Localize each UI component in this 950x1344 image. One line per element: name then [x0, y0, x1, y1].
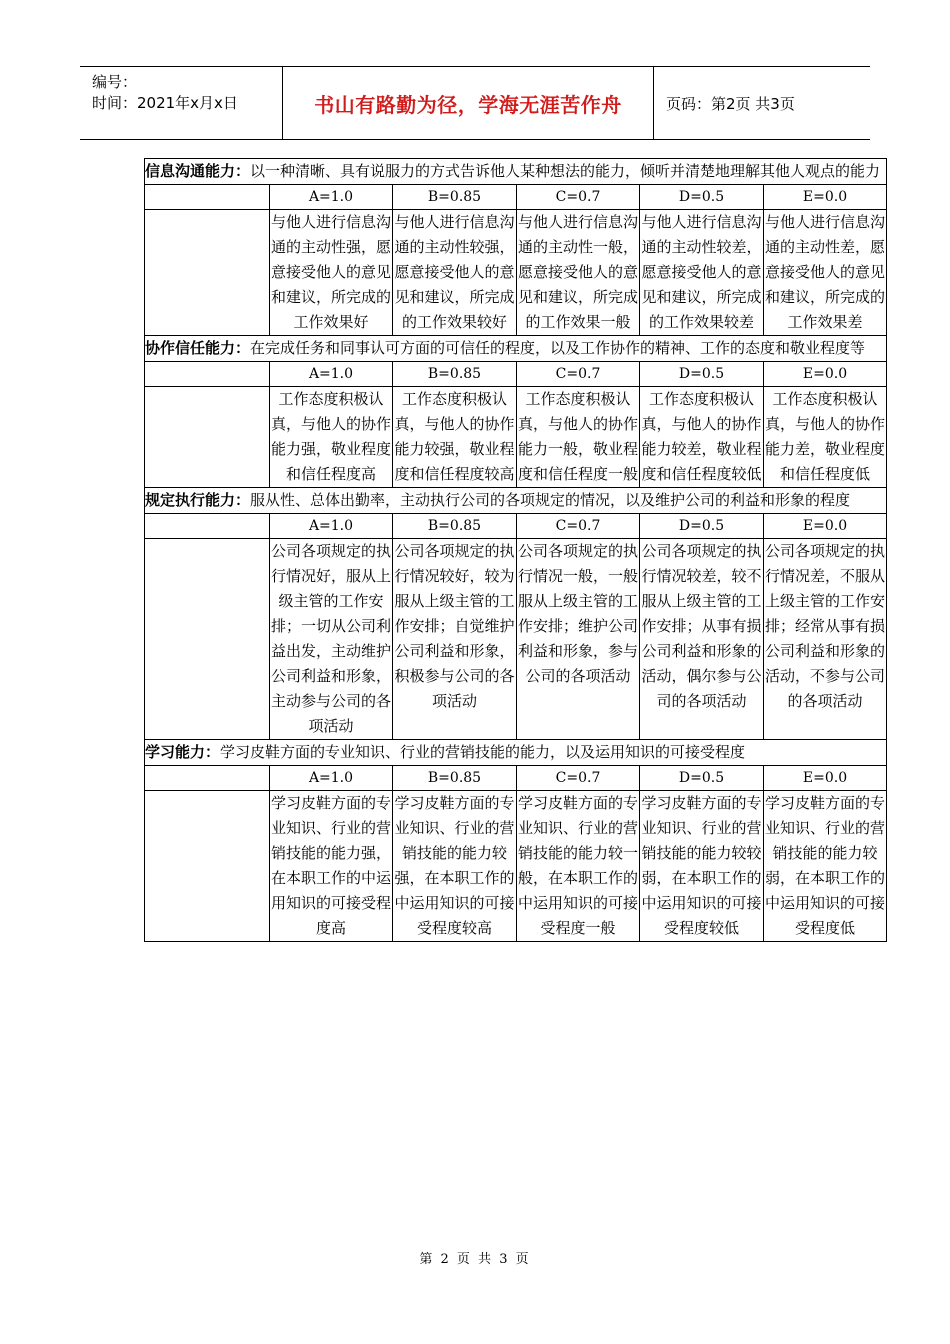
- header-motto: 书山有路勤为径，学海无涯苦作舟: [314, 92, 622, 117]
- grade-label: C=0.7: [517, 185, 640, 210]
- grade-description: 与他人进行信息沟通的主动性较差，愿意接受他人的意见和建议，所完成的工作效果较差: [640, 210, 764, 336]
- grade-description: 学习皮鞋方面的专业知识、行业的营销技能的能力较弱，在本职工作的中运用知识的可接受程度低: [764, 791, 887, 942]
- section-description: 学习皮鞋方面的专业知识、行业的营销技能的能力，以及运用知识的可接受程度: [220, 743, 746, 761]
- grade-label: E=0.0: [764, 514, 887, 539]
- header-meta: [80, 67, 283, 139]
- section-title: 信息沟通能力：: [145, 162, 251, 180]
- grade-row: [145, 362, 887, 387]
- grade-label: D=0.5: [640, 514, 764, 539]
- grade-description: 与他人进行信息沟通的主动性一般，愿意接受他人的意见和建议，所完成的工作效果一般: [517, 210, 640, 336]
- evaluation-table: [144, 158, 887, 942]
- grade-label: B=0.85: [393, 362, 517, 387]
- grade-label: C=0.7: [517, 362, 640, 387]
- description-blank: [145, 387, 270, 488]
- grade-description: 公司各项规定的执行情况较差，较不服从上级主管的工作安排；从事有损公司利益和形象的活动，偶尔参与公司的各项活动: [640, 539, 764, 740]
- grade-description: 工作态度积极认真，与他人的协作能力较强，敬业程度和信任程度较高: [393, 387, 517, 488]
- document-time-label: 时间：2021年x月x日: [92, 94, 238, 112]
- description-row: [145, 791, 887, 942]
- grade-description: 学习皮鞋方面的专业知识、行业的营销技能的能力强，在本职工作的中运用知识的可接受程度高: [270, 791, 393, 942]
- grade-label: D=0.5: [640, 766, 764, 791]
- section-description: 以一种清晰、具有说服力的方式告诉他人某种想法的能力，倾听并清楚地理解其他人观点的能力: [250, 162, 881, 180]
- section-header-row: [145, 488, 887, 514]
- description-blank: [145, 539, 270, 740]
- grade-description: 工作态度积极认真，与他人的协作能力差，敬业程度和信任程度低: [764, 387, 887, 488]
- grade-label: A=1.0: [270, 766, 393, 791]
- section-title: 学习能力：: [145, 743, 221, 761]
- section-title: 协作信任能力：: [145, 339, 251, 357]
- grade-label: B=0.85: [393, 514, 517, 539]
- section-header: [145, 159, 887, 185]
- section-title: 规定执行能力：: [145, 491, 251, 509]
- grade-label: B=0.85: [393, 185, 517, 210]
- grade-description: 学习皮鞋方面的专业知识、行业的营销技能的能力较较弱，在本职工作的中运用知识的可接受程度较低: [640, 791, 764, 942]
- grade-description: 与他人进行信息沟通的主动性强，愿意接受他人的意见和建议，所完成的工作效果好: [270, 210, 393, 336]
- grade-label-blank: [145, 362, 270, 387]
- section-description: 在完成任务和同事认可方面的可信任的程度，以及工作协作的精神、工作的态度和敬业程度等: [250, 339, 866, 357]
- grade-description: 公司各项规定的执行情况好，服从上级主管的工作安排；一切从公司利益出发，主动维护公司利益和形象，主动参与公司的各项活动: [270, 539, 393, 740]
- grade-label: C=0.7: [517, 766, 640, 791]
- grade-label: D=0.5: [640, 362, 764, 387]
- grade-label: A=1.0: [270, 514, 393, 539]
- grade-label: A=1.0: [270, 185, 393, 210]
- page-footer: 第 2 页 共 3 页: [419, 1252, 531, 1267]
- section-header: [145, 336, 887, 362]
- grade-row: [145, 514, 887, 539]
- description-row: [145, 210, 887, 336]
- section-description: 服从性、总体出勤率，主动执行公司的各项规定的情况，以及维护公司的利益和形象的程度: [250, 491, 851, 509]
- grade-description: 工作态度积极认真，与他人的协作能力一般，敬业程度和信任程度一般: [517, 387, 640, 488]
- grade-description: 工作态度积极认真，与他人的协作能力强，敬业程度和信任程度高: [270, 387, 393, 488]
- description-blank: [145, 210, 270, 336]
- section-header-row: [145, 159, 887, 185]
- grade-label-blank: [145, 185, 270, 210]
- grade-description: 公司各项规定的执行情况较好，较为服从上级主管的工作安排；自觉维护公司利益和形象，积极参与公司的各项活动: [393, 539, 517, 740]
- description-row: [145, 539, 887, 740]
- section-header-row: [145, 740, 887, 766]
- grade-label: E=0.0: [764, 766, 887, 791]
- section-header-row: [145, 336, 887, 362]
- grade-label: D=0.5: [640, 185, 764, 210]
- page-header: [80, 66, 870, 140]
- grade-description: 公司各项规定的执行情况一般，一般服从上级主管的工作安排；维护公司利益和形象，参与公司的各项活动: [517, 539, 640, 740]
- grade-description: 学习皮鞋方面的专业知识、行业的营销技能的能力较一般，在本职工作的中运用知识的可接受程度一般: [517, 791, 640, 942]
- header-motto-cell: [283, 67, 654, 139]
- grade-row: [145, 766, 887, 791]
- section-header: [145, 488, 887, 514]
- description-blank: [145, 791, 270, 942]
- grade-description: 与他人进行信息沟通的主动性较强，愿意接受他人的意见和建议，所完成的工作效果较好: [393, 210, 517, 336]
- grade-label: B=0.85: [393, 766, 517, 791]
- grade-label: A=1.0: [270, 362, 393, 387]
- header-page-label: 页码：第2页 共3页: [666, 94, 795, 113]
- grade-label: C=0.7: [517, 514, 640, 539]
- description-row: [145, 387, 887, 488]
- grade-description: 与他人进行信息沟通的主动性差，愿意接受他人的意见和建议，所完成的工作效果差: [764, 210, 887, 336]
- section-header: [145, 740, 887, 766]
- grade-label-blank: [145, 766, 270, 791]
- grade-label: E=0.0: [764, 362, 887, 387]
- grade-label-blank: [145, 514, 270, 539]
- grade-description: 工作态度积极认真，与他人的协作能力较差，敬业程度和信任程度较低: [640, 387, 764, 488]
- header-page-cell: [654, 67, 870, 139]
- document-number-label: 编号：: [92, 73, 138, 91]
- grade-label: E=0.0: [764, 185, 887, 210]
- grade-description: 公司各项规定的执行情况差，不服从上级主管的工作安排；经常从事有损公司利益和形象的活动，不参与公司的各项活动: [764, 539, 887, 740]
- grade-row: [145, 185, 887, 210]
- grade-description: 学习皮鞋方面的专业知识、行业的营销技能的能力较强，在本职工作的中运用知识的可接受程度较高: [393, 791, 517, 942]
